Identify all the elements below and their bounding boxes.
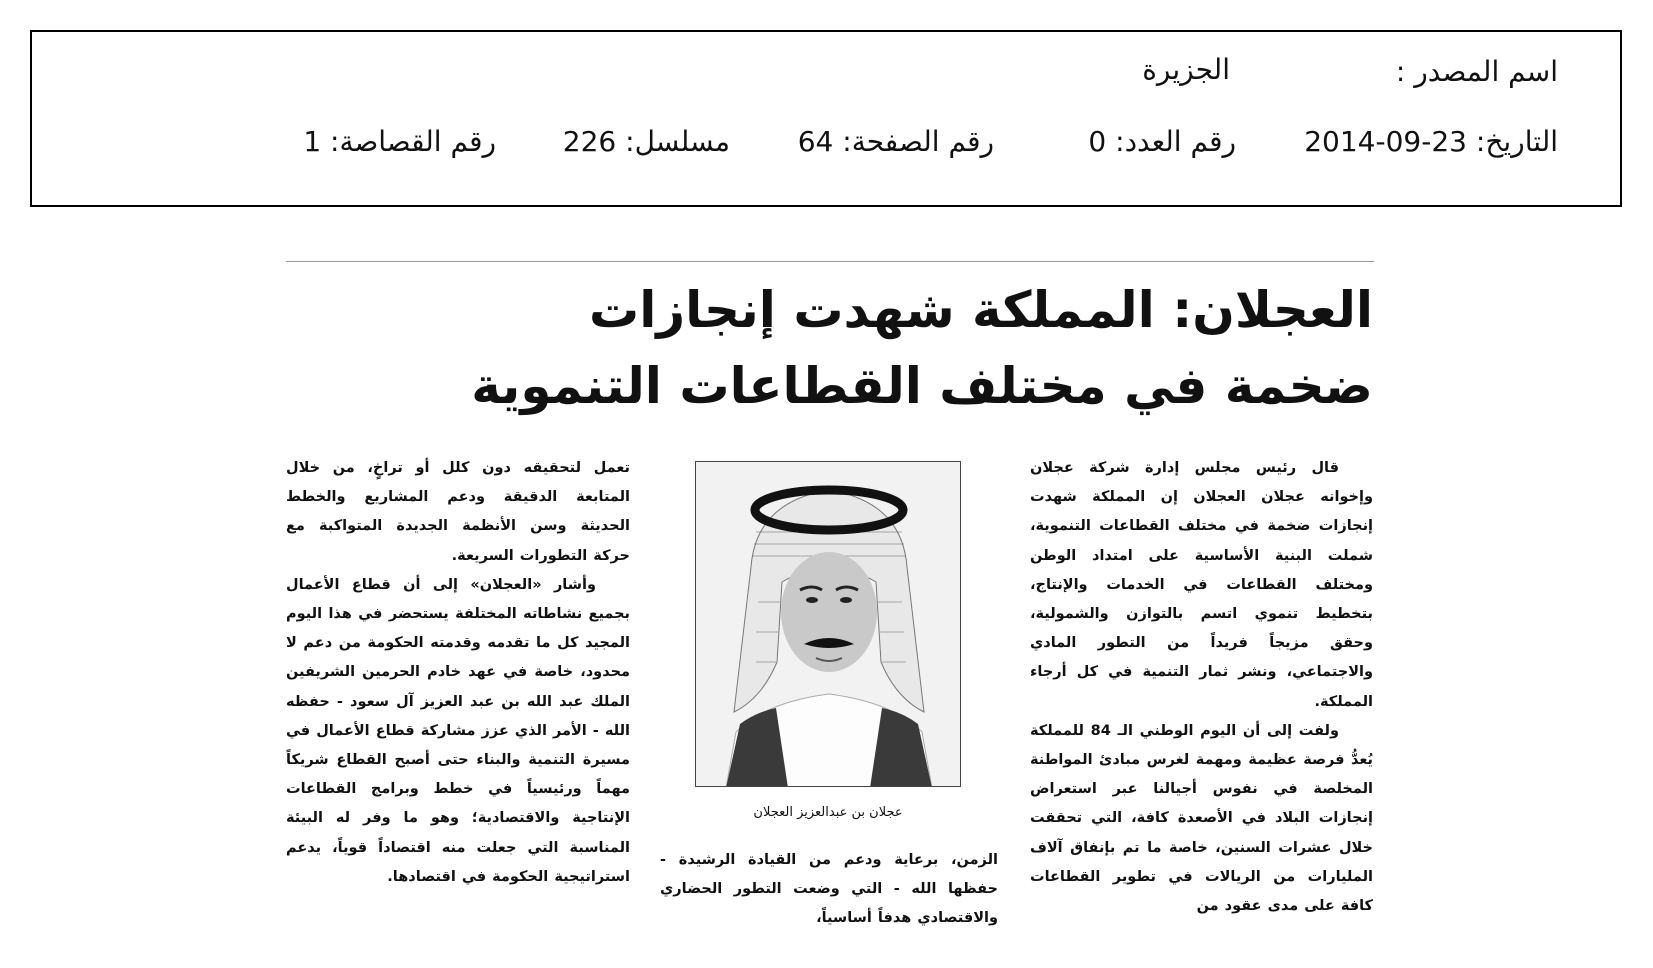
article-column-left <box>286 454 630 944</box>
paragraph: قال رئيس مجلس إدارة شركة عجلان وإخوانه عجلان العجلان إن المملكة شهدت إنجازات ضخمة في مختلف القطاعات التنموية، شملت البنية الأساسية على امتداد الوطن ومختلف القطاعات في الخدمات والإنتاج، بتخطيط تنموي اتسم بالتوازن والشمولية، وحقق مزيجاً فريداً من التطور المادي والاجتماعي، ونشر ثمار التنمية في كل أرجاء المملكة. <box>1030 460 1373 710</box>
serial-number: مسلسل: 226 <box>562 125 730 158</box>
source-label: اسم المصدر : <box>1395 55 1558 88</box>
page-number: رقم الصفحة: 64 <box>797 125 994 158</box>
paragraph: الزمن، برعاية ودعم من القيادة الرشيدة - حفظها الله - التي وضعت التطور الحضاري والاقتصادي هدفاً أساسياً، <box>660 852 998 927</box>
issue-number: رقم العدد: 0 <box>1088 125 1236 158</box>
date-field: التاريخ: 23-09-2014 <box>1304 125 1558 158</box>
clipping-header <box>30 30 1622 207</box>
headline-line-2: ضخمة في مختلف القطاعات التنموية <box>471 357 1373 415</box>
article-headline <box>373 272 1373 424</box>
clip-number: رقم القصاصة: 1 <box>303 125 496 158</box>
source-value: الجزيرة <box>1142 53 1230 86</box>
photo-caption: عجلان بن عبدالعزيز العجلان <box>753 805 903 820</box>
portrait-photo <box>695 461 961 787</box>
article-column-middle <box>660 846 998 946</box>
top-divider <box>286 261 1374 262</box>
headline-line-1: العجلان: المملكة شهدت إنجازات <box>589 281 1373 339</box>
paragraph: ولفت إلى أن اليوم الوطني الـ 84 للمملكة يُعدُّ فرصة عظيمة ومهمة لغرس مبادئ المواطنة المخلصة في نفوس أجيالنا عبر استعراض إنجازات البلاد في الأصعدة كافة، التي تحققت خلال عشرات السنين، خاصة ما تم بإنفاق آلاف المليارات من الريالات في تطوير القطاعات كافة على مدى عقود من <box>1030 722 1373 915</box>
paragraph: وأشار «العجلان» إلى أن قطاع الأعمال بجميع نشاطاته المختلفة يستحضر في هذا اليوم المجيد كل ما تقدمه وقدمته الحكومة من دعم لا محدود، خاصة في عهد خادم الحرمين الشريفين الملك عبد الله بن عبد العزيز آل سعود - حفظه الله - الأمر الذي عزز مشاركة قطاع الأعمال في مسيرة التنمية والبناء حتى أصبح القطاع شريكاً مهماً ورئيسياً في خطط وبرامج القطاعات الإنتاجية والاقتصادية؛ وهو ما وفر له البيئة المناسبة التي جعلت منه اقتصاداً قوياً، يدعم استراتيجية الحكومة في اقتصادها. <box>286 576 630 885</box>
portrait-image <box>696 462 961 787</box>
article-column-right <box>1030 454 1373 944</box>
paragraph: تعمل لتحقيقه دون كلل أو تراخٍ، من خلال المتابعة الدقيقة ودعم المشاريع والخطط الحديثة وسن الأنظمة الجديدة المتواكبة مع حركة التطورات السريعة. <box>286 460 630 564</box>
